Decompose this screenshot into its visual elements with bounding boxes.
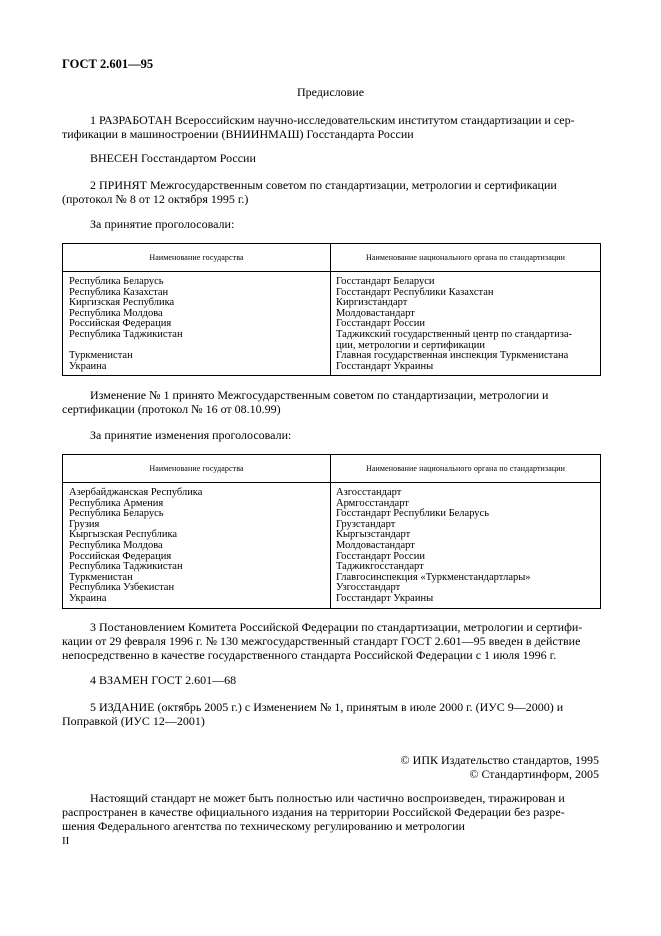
paragraph-line: (протокол № 8 от 12 октября 1995 г.) [62,192,249,206]
table-cell: Туркменистан [69,571,133,583]
table-cell: Армгосстандарт [336,497,409,509]
table-body [63,483,600,608]
table-cell: Республика Беларусь [69,276,164,287]
paragraph-line: 1 РАЗРАБОТАН Всероссийским научно-исследовательским институтом стандартизации и сер- [90,113,575,127]
paragraph-amendment [62,388,598,416]
paragraph-decree [62,620,598,662]
paragraph-replaces: 4 ВЗАМЕН ГОСТ 2.601—68 [90,673,237,687]
table-cell: Республика Беларусь [69,508,164,520]
table-cell: Госстандарт России [336,550,425,562]
paragraph-line: Поправкой (ИУС 12—2001) [62,714,205,728]
table-cell: Госстандарт России [336,318,425,330]
table-body [63,272,600,375]
paragraph-line: кации от 29 февраля 1996 г. № 130 межгосударственный стандарт ГОСТ 2.601—95 введен в действие [62,634,581,648]
table-cell: Кыргызстандарт [336,529,411,541]
table-cell: Госстандарт Украины [336,592,434,604]
table-cell: Молдовастандарт [336,539,415,551]
voting-table-2 [62,454,601,609]
paragraph-line: 5 ИЗДАНИЕ (октябрь 2005 г.) с Изменением № 1, принятым в июле 2000 г. (ИУС 9—2000) и [90,700,564,714]
table-cell: Молдовастандарт [336,307,415,319]
table-cell: Грузия [69,518,100,530]
table-header-row [63,244,600,272]
copyright-block [401,753,599,781]
table-cell: Российская Федерация [69,318,172,330]
paragraph-introduced: ВНЕСЕН Госстандартом России [90,151,256,165]
reproduction-notice [62,791,598,833]
page-number: II [62,835,70,847]
paragraph-edition [62,700,598,728]
paragraph-developed [62,113,598,141]
table-cell: Республика Узбекистан [69,582,175,594]
table-cell: Госстандарт Республики Казахстан [336,286,494,298]
table-header-state: Наименование государства [63,244,331,271]
table-cell: ции, метрологии и сертификации [336,339,486,351]
table-header-authority: Наименование национального органа по стандартизации [365,253,565,262]
table-cell: Республика Таджикистан [69,561,183,573]
paragraph-line: 3 Постановлением Комитета Российской Федерации по стандартизации, метрологии и сертифи- [90,620,583,634]
table-cell: Узгосстандарт [336,582,401,594]
table-cell: Республика Таджикистан [69,328,183,340]
paragraph-adopted [62,178,598,206]
table-cell: Туркменистан [69,350,133,362]
copyright-line: © Стандартинформ, 2005 [469,767,599,781]
table-cell: Республика Казахстан [69,286,169,298]
document-header: ГОСТ 2.601—95 [62,57,154,71]
paragraph-line: шения Федерального агентства по техническому регулированию и метрологии [62,819,465,833]
vote-intro-1: За принятие проголосовали: [90,217,235,231]
table-column-states [63,483,331,608]
table-column-authorities [331,272,600,375]
table-cell: Госстандарт Республики Беларусь [336,508,490,520]
paragraph-line: непосредственно в качестве государственного стандарта Российской Федерации с 1 июля 1996 г. [62,648,557,662]
voting-table-1 [62,243,601,376]
vote-intro-2: За принятие изменения проголосовали: [90,428,292,442]
copyright-line: © ИПК Издательство стандартов, 1995 [400,753,599,767]
table-cell: Кыргызская Республика [69,529,178,541]
paragraph-line: Изменение № 1 принято Межгосударственным советом по стандартизации, метрологии и [90,388,549,402]
table-header-authority: Наименование национального органа по стандартизации [365,464,565,473]
table-cell: Главная государственная инспекция Туркменистана [336,350,569,362]
table-cell: Азгосстандарт [336,487,402,498]
table-column-states [63,272,331,375]
table-header-row [63,455,600,483]
page-title: Предисловие [296,85,365,99]
table-header-state: Наименование государства [63,455,331,482]
table-cell: Украина [69,360,107,372]
table-cell: Республика Молдова [69,539,163,551]
table-column-authorities [331,483,600,608]
table-cell: Таджикский государственный центр по стандартиза- [336,328,573,340]
table-cell: Республика Армения [69,497,164,509]
table-cell: Таджикгосстандарт [336,561,424,573]
table-cell: Украина [69,592,107,604]
paragraph-line: тификации в машиностроении (ВНИИНМАШ) Госстандарта России [62,127,414,141]
paragraph-line: 2 ПРИНЯТ Межгосударственным советом по стандартизации, метрологии и сертификации [90,178,557,192]
paragraph-line: сертификации (протокол № 16 от 08.10.99) [62,402,281,416]
table-cell: Азербайджанская Республика [69,487,203,498]
table-cell: Киргизстандарт [336,297,408,309]
table-cell: Главгосинспекция «Туркменстандартлары» [336,571,531,583]
paragraph-line: распространен в качестве официального издания на территории Российской Федерации без разре- [62,805,565,819]
paragraph-line: Настоящий стандарт не может быть полностью или частично воспроизведен, тиражирован и [90,791,565,805]
table-cell: Госстандарт Украины [336,360,434,372]
table-cell: Госстандарт Беларуси [336,276,435,287]
table-cell: Российская Федерация [69,550,172,562]
table-cell: Грузстандарт [336,518,396,530]
table-cell: Киргизская Республика [69,297,175,309]
table-cell: Республика Молдова [69,307,163,319]
